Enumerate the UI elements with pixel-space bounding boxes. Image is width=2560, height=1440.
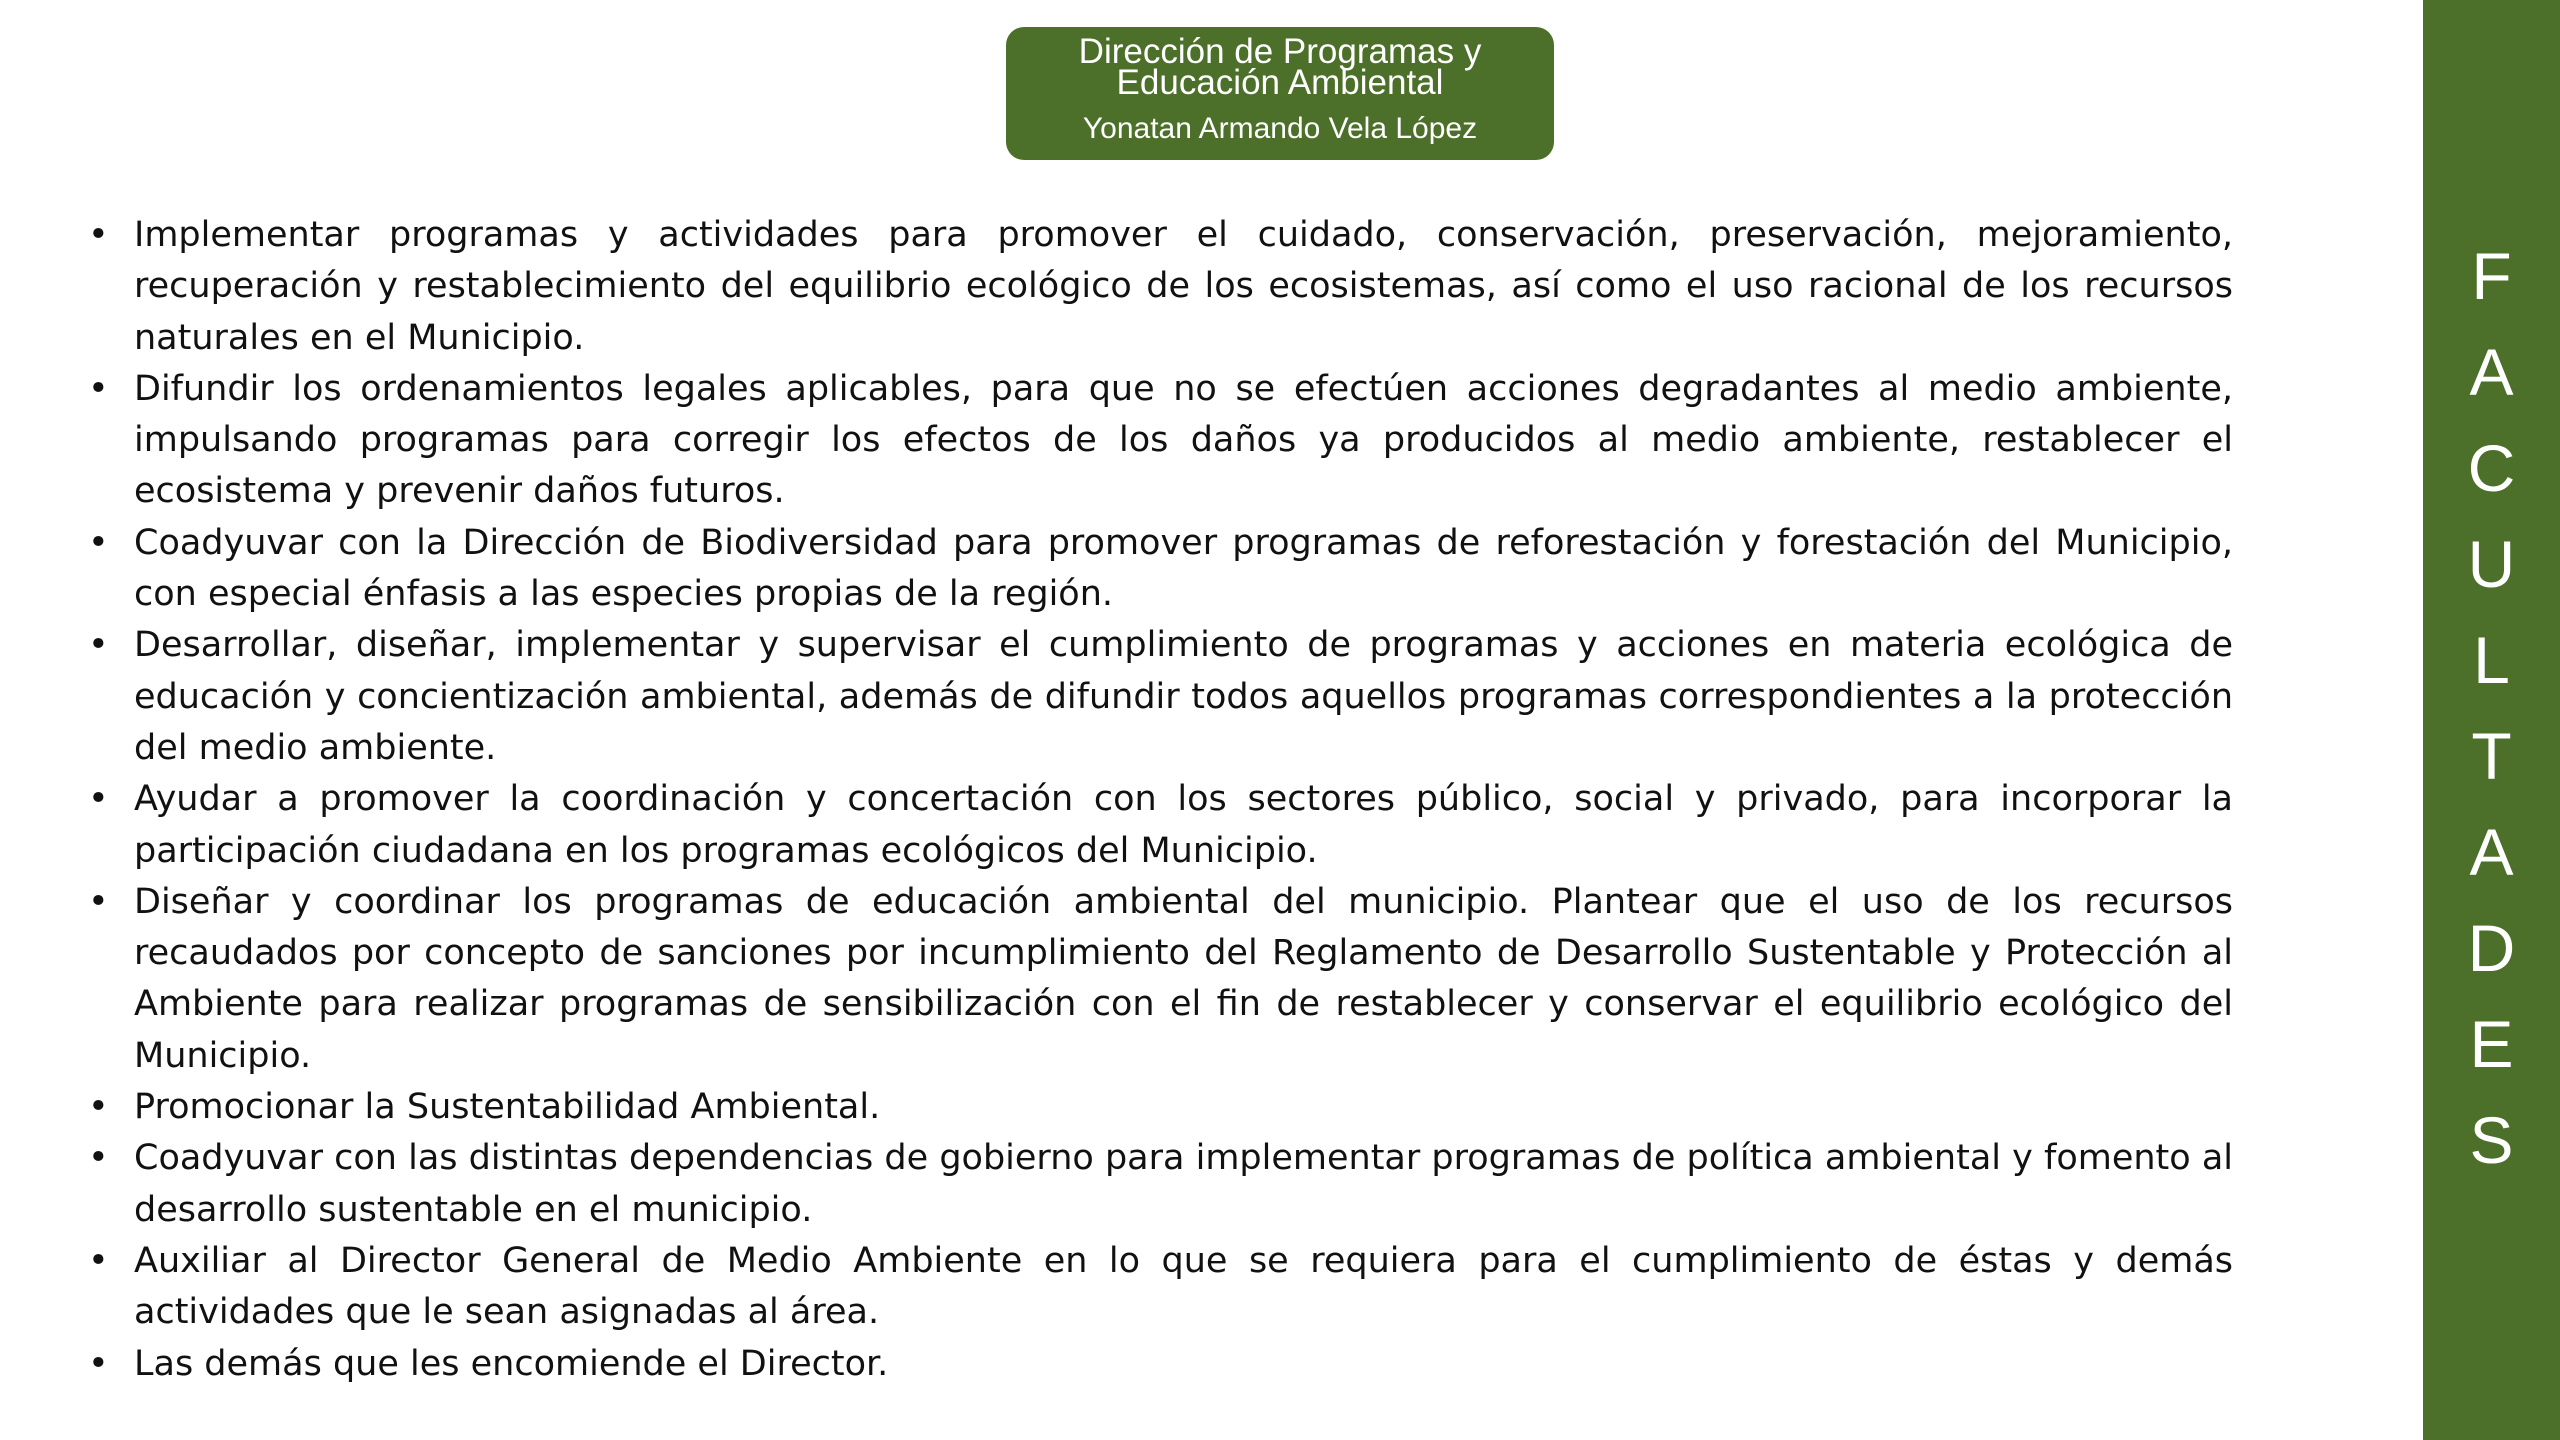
bullet-icon: • — [88, 1138, 109, 1179]
sidebar-letter: A — [2469, 815, 2514, 889]
faculties-list — [88, 210, 2233, 1390]
sidebar-vertical-title — [2423, 228, 2560, 1188]
list-item-text: Las demás que les encomiende el Director. — [134, 1343, 889, 1384]
list-item-text: Diseñar y coordinar los programas de educación ambiental del municipio. Plantear que el uso de los recursos recaudados por concepto de sanciones por incumplimiento del Reglamento de Desarrollo Sustentable y Protección al Ambiente para realizar programas de sensibilización con el fin de restablecer y conservar el equilibrio ecológico del Municipio. — [134, 881, 2233, 1076]
sidebar-letter: F — [2471, 239, 2512, 313]
list-item — [88, 1236, 2233, 1339]
bullet-icon: • — [88, 881, 109, 922]
list-item — [88, 877, 2233, 1082]
bullet-icon: • — [88, 625, 109, 666]
sidebar-letter: T — [2471, 719, 2512, 793]
bullet-icon: • — [88, 779, 109, 820]
sidebar-letter: A — [2469, 335, 2514, 409]
list-item-text: Auxiliar al Director General de Medio Ambiente en lo que se requiera para el cumplimiento de éstas y demás actividades que le sean asignadas al área. — [134, 1240, 2233, 1333]
header-title-line2: Educación Ambiental — [1116, 63, 1444, 102]
list-item — [88, 1339, 2233, 1390]
list-item-text: Desarrollar, diseñar, implementar y supervisar el cumplimiento de programas y acciones en materia ecológica de educación y concientización ambiental, además de difundir todos aquellos programas correspondientes a la protección del medio ambiente. — [134, 625, 2233, 768]
sidebar-letter: C — [2467, 431, 2516, 505]
list-item-text: Coadyuvar con la Dirección de Biodiversidad para promover programas de reforestación y forestación del Municipio, con especial énfasis a las especies propias de la región. — [134, 522, 2233, 615]
list-item — [88, 1133, 2233, 1236]
list-item — [88, 1082, 2233, 1133]
sidebar-letter: U — [2467, 527, 2516, 601]
list-item-text: Difundir los ordenamientos legales aplicables, para que no se efectúen acciones degradantes al medio ambiente, impulsando programas para corregir los efectos de los daños ya producidos al medio ambiente, restablecer el ecosistema y prevenir daños futuros. — [134, 368, 2233, 512]
list-item-text: Implementar programas y actividades para promover el cuidado, conservación, preservación, mejoramiento, recuperación y restablecimiento del equilibrio ecológico de los ecosistemas, así como el uso racional de los recursos naturales en el Municipio. — [134, 215, 2233, 358]
header-person-name: Yonatan Armando Vela López — [1082, 112, 1478, 145]
bullet-icon: • — [88, 215, 109, 255]
faculties-list-container — [88, 210, 2233, 1390]
list-item — [88, 774, 2233, 877]
header-title-line1: Dirección de Programas y — [1078, 32, 1482, 71]
sidebar-letter: E — [2469, 1007, 2514, 1081]
list-item-text: Promocionar la Sustentabilidad Ambiental. — [134, 1087, 881, 1128]
sidebar-facultades — [2423, 0, 2560, 1440]
list-item — [88, 364, 2233, 518]
list-item-text: Coadyuvar con las distintas dependencias de gobierno para implementar programas de política ambiental y fomento al desarrollo sustentable en el municipio. — [134, 1138, 2233, 1230]
sidebar-letter: D — [2467, 911, 2516, 985]
list-item-text: Ayudar a promover la coordinación y concertación con los sectores público, social y privado, para incorporar la participación ciudadana en los programas ecológicos del Municipio. — [134, 779, 2233, 871]
bullet-icon: • — [88, 1240, 109, 1281]
sidebar-letter: L — [2473, 623, 2510, 697]
sidebar-letter: S — [2469, 1103, 2514, 1177]
list-item — [88, 210, 2233, 364]
bullet-icon: • — [88, 1343, 109, 1384]
list-item — [88, 518, 2233, 621]
bullet-icon: • — [88, 522, 109, 563]
section-header — [1006, 27, 1554, 160]
list-item — [88, 620, 2233, 774]
bullet-icon: • — [88, 1087, 109, 1128]
bullet-icon: • — [88, 368, 109, 409]
